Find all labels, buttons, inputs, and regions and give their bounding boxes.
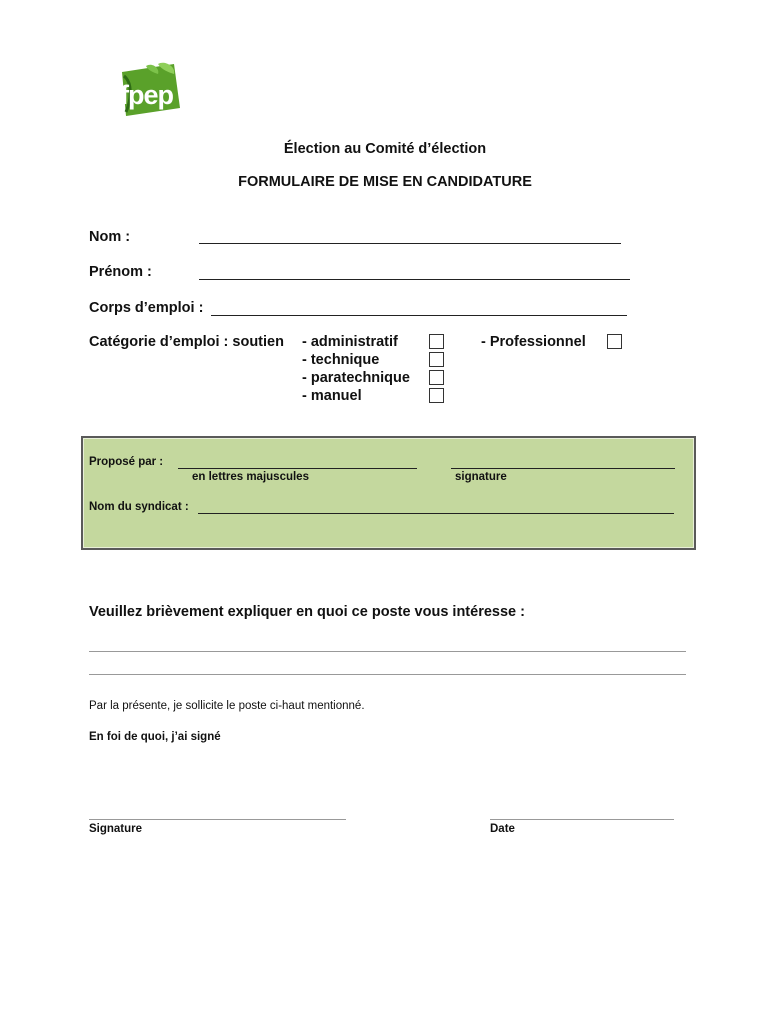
option-manuel: - manuel: [302, 388, 362, 404]
option-professionnel: - Professionnel: [481, 334, 586, 350]
syndicat-field[interactable]: [198, 513, 674, 514]
categorie-label: Catégorie d’emploi : soutien: [89, 334, 284, 350]
form-subtitle: FORMULAIRE DE MISE EN CANDIDATURE: [238, 174, 532, 190]
signature-line[interactable]: [89, 819, 346, 820]
syndicat-label: Nom du syndicat :: [89, 501, 189, 513]
propose-par-field[interactable]: [178, 468, 417, 469]
signature-hint: signature: [455, 471, 507, 483]
corps-emploi-field[interactable]: [211, 315, 627, 316]
option-technique: - technique: [302, 352, 380, 368]
svg-text:fpep: fpep: [120, 80, 173, 110]
interest-answer-line-1[interactable]: [89, 651, 686, 652]
option-administratif: - administratif: [302, 334, 398, 350]
prenom-label: Prénom :: [89, 264, 152, 280]
option-paratechnique: - paratechnique: [302, 370, 410, 386]
interest-question: Veuillez brièvement expliquer en quoi ce poste vous intéresse :: [89, 604, 525, 620]
form-title: Élection au Comité d’élection: [283, 141, 487, 157]
checkbox-administratif[interactable]: [429, 334, 444, 349]
signature-label: Signature: [89, 823, 143, 835]
corps-emploi-label: Corps d’emploi :: [89, 300, 204, 316]
declaration-statement: Par la présente, je sollicite le poste ci-haut mentionné.: [89, 700, 365, 712]
checkbox-manuel[interactable]: [429, 388, 444, 403]
fpep-logo: [118, 62, 182, 128]
en-foi-label: En foi de quoi, j’ai signé: [89, 731, 221, 743]
interest-answer-line-2[interactable]: [89, 674, 686, 675]
checkbox-technique[interactable]: [429, 352, 444, 367]
proposal-box: [81, 436, 696, 550]
checkbox-professionnel[interactable]: [607, 334, 622, 349]
majuscules-hint: en lettres majuscules: [192, 471, 309, 483]
date-label: Date: [490, 823, 515, 835]
nom-field[interactable]: [199, 243, 621, 244]
checkbox-paratechnique[interactable]: [429, 370, 444, 385]
prenom-field[interactable]: [199, 279, 630, 280]
propose-par-label: Proposé par :: [89, 456, 164, 468]
nom-label: Nom :: [89, 229, 131, 245]
propose-par-signature-field[interactable]: [451, 468, 675, 469]
date-line[interactable]: [490, 819, 674, 820]
